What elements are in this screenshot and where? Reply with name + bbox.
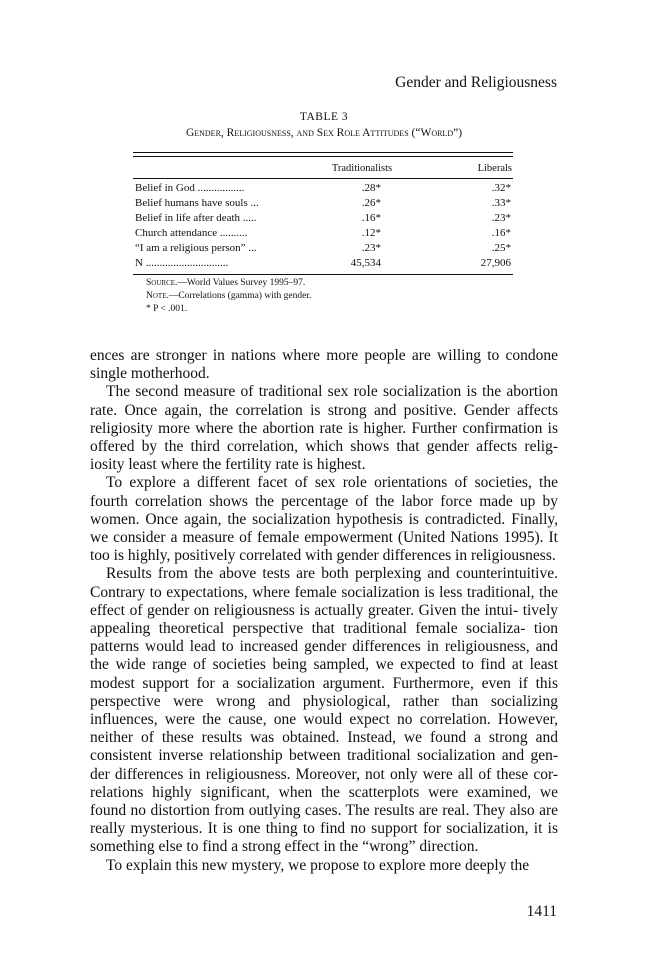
running-head: Gender and Religiousness [395, 74, 557, 91]
table-bottom-rule [133, 274, 513, 275]
table-row [133, 197, 513, 211]
table-row-n [133, 257, 513, 271]
table-header-rule [133, 178, 513, 179]
note-text: —World Values Survey 1995–97. [177, 278, 306, 288]
paragraph: Results from the above tests are both perplexing and counterintuitive. Contrary to expectations, where female socialization is less traditional, the effect of gender on religiousness is actually greater. Given the intui- tively appealing theoretical perspective that traditional female socializa- tion patterns would lead to increased gender differences in religiousness, and the wide range of societies being sampled, we expected to find at least modest support for a socialization argument. Furthermore, even if this perspective were wrong and physiological, rather than socializing influences, were the cause, one would expect no correlation. However, neither of these results was obtained. Instead, we found a strong and consistent inverse relationship between traditional socialization and gen- der differences in religiousness. Moreover, not only were all of these cor- relations highly significant, when the scatterplots were examined, we found no distortion from outlying cases. The results are real. They also are really mysterious. It is one thing to find no support for socialization, it is something else to find a strong effect in the “wrong” direction. [90, 565, 558, 856]
table-note-significance [146, 304, 187, 314]
row-value-liberals: .33* [491, 197, 511, 209]
paragraph: The second measure of traditional sex role socialization is the abortion rate. Once again, the correlation is strong and positive. Gender affects religiosity more where the abortion rate is higher. Further confirmation is offered by the third correlation, which shows that gender affects relig- iosity least where the fertility rate is highest. [90, 383, 558, 474]
row-value-traditionalists: 45,534 [350, 257, 381, 269]
col-header-liberals: Liberals [477, 163, 512, 174]
row-label: “I am a religious person” ... [135, 242, 257, 254]
body-text [90, 347, 558, 875]
row-value-traditionalists: .23* [361, 242, 381, 254]
row-value-traditionalists: .28* [361, 182, 381, 194]
paragraph: To explain this new mystery, we propose to explore more deeply the [106, 856, 530, 874]
table-number: TABLE 3 [299, 111, 349, 123]
page-number: 1411 [526, 903, 557, 920]
note-text: * P < .001. [146, 304, 188, 314]
table-title-part1: Gender, Religiousness, and Sex Role Attitudes (“ [185, 127, 421, 139]
table-title [0, 127, 648, 139]
table-row [133, 242, 513, 256]
paragraph: To explore a different facet of sex role orientations of societies, the fourth correlation shows the percentage of the labor force made up by women. Once again, the socialization hypothesis is contradicted. Finally, we consider a measure of female empowerment (United Nations 1995). It too is highly, positively correlated with gender differences in religiousness. [90, 474, 558, 565]
row-label: Belief humans have souls ... [135, 197, 259, 209]
row-value-traditionalists: .16* [361, 212, 381, 224]
note-text: —Correlations (gamma) with gender. [168, 291, 312, 301]
row-value-liberals: .32* [491, 182, 511, 194]
row-value-liberals: .23* [491, 212, 511, 224]
note-lead: Note. [146, 291, 169, 301]
table-note-source [146, 278, 305, 288]
table-top-rule [133, 152, 513, 153]
row-label: Belief in God ................. [135, 182, 245, 194]
table-row [133, 212, 513, 226]
table-title-part2: World [420, 127, 454, 139]
row-value-liberals: .16* [491, 227, 511, 239]
paragraph: ences are stronger in nations where more people are willing to condone single motherhood. [90, 347, 558, 383]
row-value-liberals: 27,906 [480, 257, 511, 269]
table-note [146, 291, 311, 301]
table-row [133, 182, 513, 196]
row-value-traditionalists: .12* [361, 227, 381, 239]
row-label: Belief in life after death ..... [135, 212, 257, 224]
row-value-traditionalists: .26* [361, 197, 381, 209]
col-header-traditionalists: Traditionalists [331, 163, 393, 174]
note-lead: Source. [146, 278, 178, 288]
row-label: N .............................. [135, 257, 229, 269]
table-row [133, 227, 513, 241]
row-label: Church attendance .......... [135, 227, 248, 239]
row-value-liberals: .25* [491, 242, 511, 254]
table-title-part3: ”) [453, 127, 463, 139]
table-top-rule-2 [133, 156, 513, 157]
